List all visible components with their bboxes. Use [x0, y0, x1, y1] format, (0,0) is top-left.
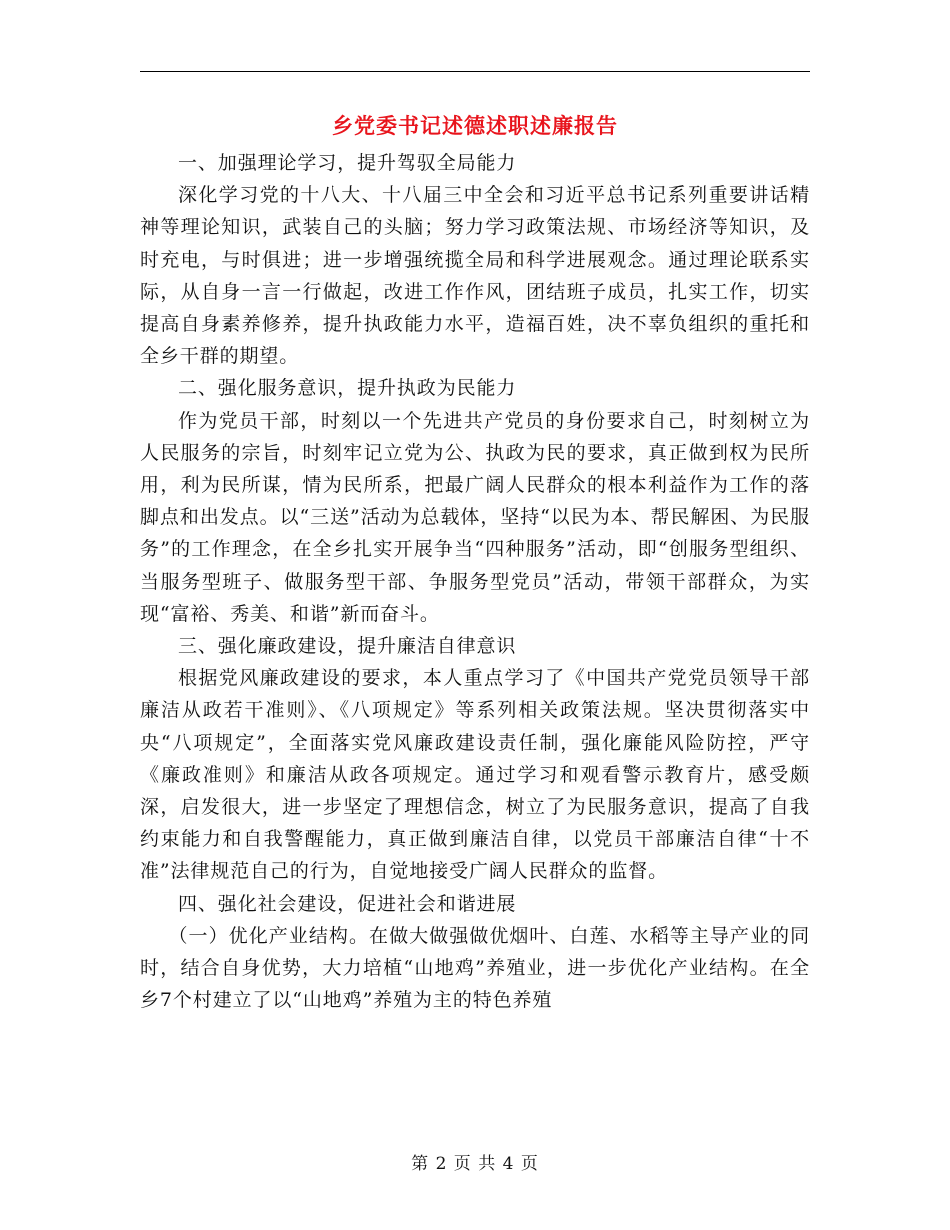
section-heading-3: 三、强化廉政建设，提升廉洁自律意识 — [178, 635, 517, 658]
paragraph-3: 根据党风廉政建设的要求，本人重点学习了《中国共产党党员领导干部廉洁从政若干准则》、《八项规定》等系列相关政策法规。坚决贯彻落实中央“八项规定”，全面落实党风廉政建设责任制，强化廉能风险防控，严守《廉政准则》和廉洁从政各项规定。通过学习和观看警示教育片，感受颇深，启发很大，进一步坚定了理想信念，树立了为民服务意识，提高了自我约束能力和自我警醒能力，真正做到廉洁自律，以党员干部廉洁自律“十不准”法律规范自己的行为，自觉地接受广阔人民群众的监督。 — [140, 667, 810, 883]
header-rule — [140, 71, 810, 72]
page-number: 第 2 页 共 4 页 — [411, 1154, 539, 1174]
section-heading-2: 二、强化服务意识，提升执政为民能力 — [178, 377, 517, 400]
paragraph-1: 深化学习党的十八大、十八届三中全会和习近平总书记系列重要讲话精神等理论知识，武装自己的头脑；努力学习政策法规、市场经济等知识，及时充电，与时俱进；进一步增强统揽全局和科学进展观念。通过理论联系实际，从自身一言一行做起，改进工作作风，团结班子成员，扎实工作，切实提高自身素养修养，提升执政能力水平，造福百姓，决不辜负组织的重托和全乡干群的期望。 — [140, 184, 810, 368]
document-title: 乡党委书记述德述职述廉报告 — [332, 113, 618, 138]
section-heading-1: 一、加强理论学习，提升驾驭全局能力 — [178, 152, 517, 174]
section-heading-4: 四、强化社会建设，促进社会和谐进展 — [178, 892, 517, 915]
paragraph-2: 作为党员干部，时刻以一个先进共产党员的身份要求自己，时刻树立为人民服务的宗旨，时刻牢记立党为公、执政为民的要求，真正做到权为民所用，利为民所谋，情为民所系，把最广阔人民群众的根本利益作为工作的落脚点和出发点。以“三送”活动为总载体，坚持“以民为本、帮民解困、为民服务”的工作理念，在全乡扎实开展争当“四种服务”活动，即“创服务型组织、当服务型班子、做服务型干部、争服务型党员”活动，带领干部群众，为实现“富裕、秀美、和谐”新而奋斗。 — [140, 409, 810, 625]
paragraph-4: （一）优化产业结构。在做大做强做优烟叶、白莲、水稻等主导产业的同时，结合自身优势，大力培植“山地鸡”养殖业，进一步优化产业结构。在全乡7个村建立了以“山地鸡”养殖为主的特色养殖 — [140, 924, 810, 1012]
document-body — [140, 147, 810, 1016]
